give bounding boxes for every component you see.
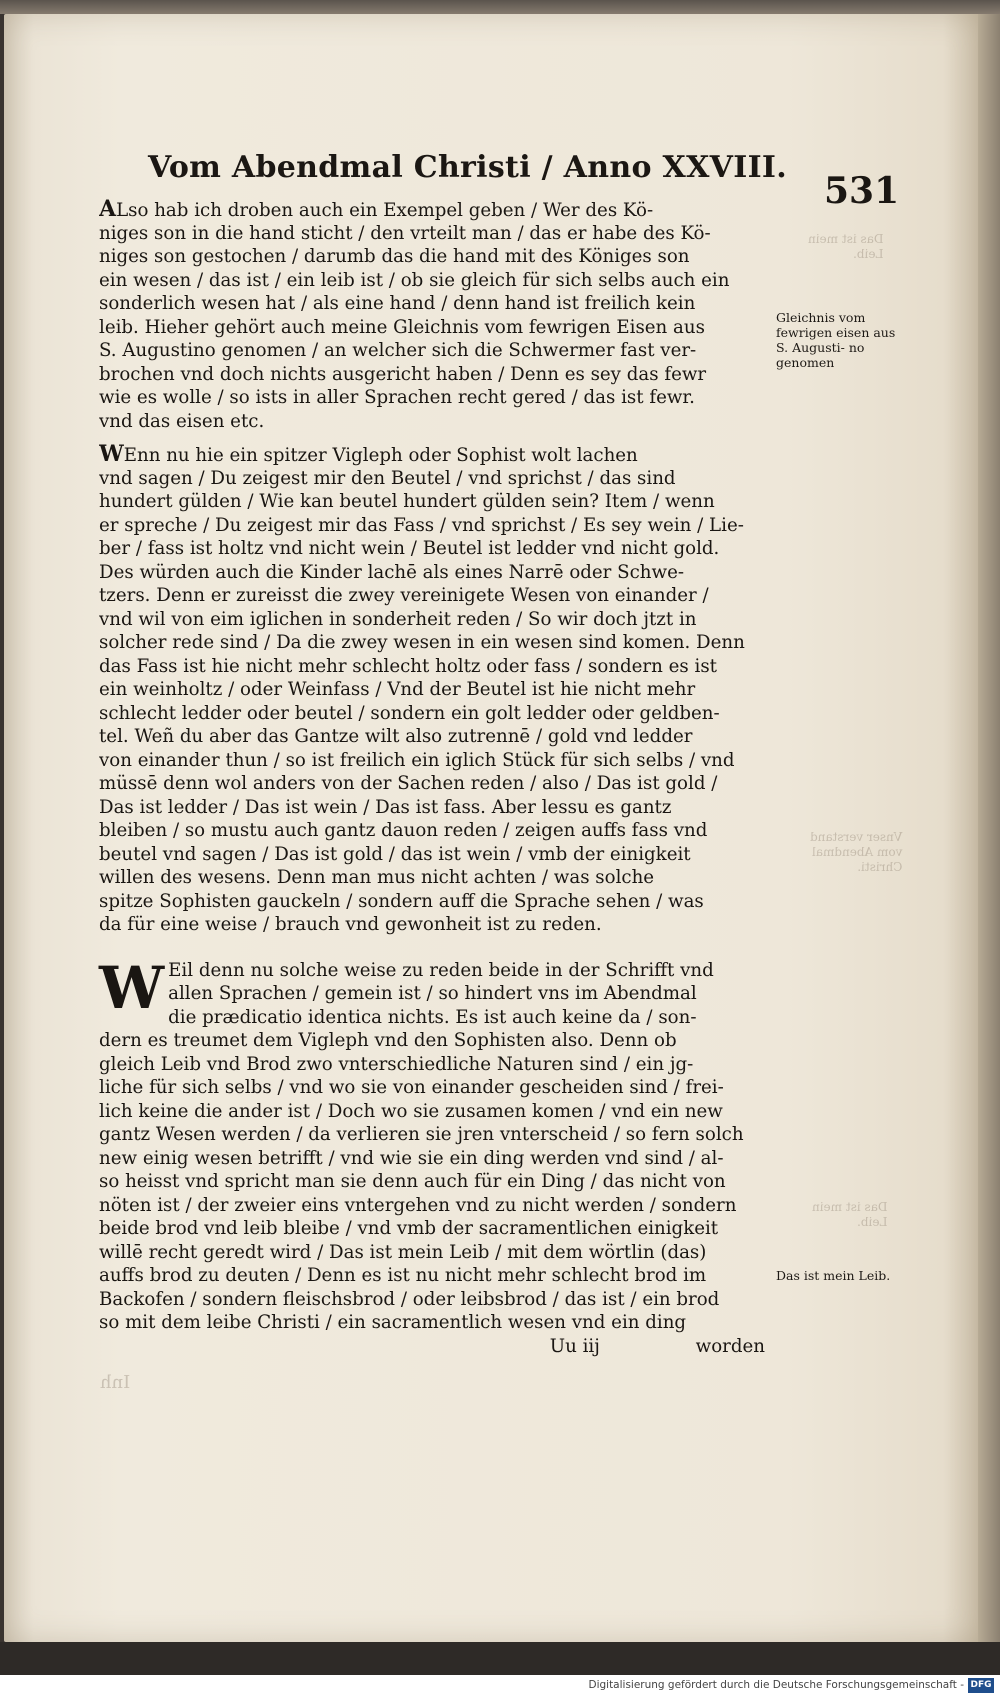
text-line: das Fass ist hie nicht mehr schlecht holtz oder fass / sondern es ist [99,655,717,677]
paragraph-1 [99,198,769,433]
text-line: vnd sagen / Du zeigest mir den Beutel / vnd sprichst / das sind [99,467,676,489]
text-line: die prædicatio identica nichts. Es ist auch keine da / son- [168,1006,697,1028]
text-line: niges son gestochen / darumb das die hand mit des Königes son [99,246,690,267]
text-line: Das ist ledder / Das ist wein / Das ist fass. Aber lessu es gantz [99,796,672,818]
text-line: tzers. Denn er zureisst die zwey vereinigete Wesen von einander / [99,585,709,606]
text-line: so mit dem leibe Christi / ein sacramentlich wesen vnd ein ding [99,1312,687,1333]
text-line: lich keine die ander ist / Doch wo sie zusamen komen / vnd ein new [99,1100,723,1122]
text-line: niges son in die hand sticht / den vrteilt man / das er habe des Kö- [99,222,711,244]
initial-letter: A [99,198,117,222]
decorated-initial: W [99,953,165,1022]
text-line: bleiben / so mustu auch gantz dauon reden / zeigen auffs fass vnd [99,820,708,841]
scan-top-strip [0,0,1000,14]
text-line: allen Sprachen / gemein ist / so hindert vns im Abendmal [168,983,697,1004]
text-line: new einig wesen betrifft / vnd wie sie ein ding werden vnd sind / al- [99,1147,724,1169]
body-text [99,198,769,1358]
margin-note-leib: Das ist mein Leib. [776,1268,891,1283]
text-line: müssē denn wol anders von der Sachen reden / also / Das ist gold / [99,773,718,794]
dfg-logo: DFG [968,1678,994,1693]
text-line: willen des wesens. Denn man mus nicht achten / was solche [99,867,655,888]
footer-credit: Digitalisierung gefördert durch die Deutsche Forschungsgemeinschaft - [588,1679,964,1691]
text-line: ALso hab ich droben auch ein Exempel geben / Wer des Kö- [99,198,654,222]
margin-note-gleichnis: Gleichnis vom fewrigen eisen aus S. Augusti- no genomen [776,310,896,370]
text-line: da für eine weise / brauch vnd gewonheit ist zu reden. [99,914,602,935]
text-line: ein wesen / das ist / ein leib ist / ob sie gleich für sich selbs auch ein [99,269,730,291]
text-line: Backofen / sondern fleischsbrod / oder leibsbrod / das ist / ein brod [99,1288,720,1310]
digitization-footer [0,1675,1000,1697]
text-line: wie es wolle / so ists in aller Sprachen recht gered / das ist fewr. [99,387,695,408]
show-through-note: Vnser verstand vom Abendmal Christi. [810,830,903,874]
text-line: von einander thun / so ist freilich ein iglich Stück für sich selbs / vnd [99,749,735,771]
running-title: Vom Abendmal Christi / Anno XXVIII. [148,150,787,185]
text-line: Des würden auch die Kinder lachē als eines Narrē oder Schwe- [99,561,684,583]
text-line: hundert gülden / Wie kan beutel hundert gülden sein? Item / wenn [99,491,715,512]
text-line: tel. Weñ du aber das Gantze wilt also zutrennē / gold vnd ledder [99,726,693,747]
page-edge-shadow [978,14,1000,1642]
text-line: so heisst vnd spricht man sie denn auch für ein Ding / das nicht von [99,1171,726,1192]
paragraph-3 [99,953,769,1335]
text-line: leib. Hieher gehört auch meine Gleichnis vom fewrigen Eisen aus [99,316,705,338]
text-line: er spreche / Du zeigest mir das Fass / vnd sprichst / Es sey wein / Lie- [99,514,744,536]
text-line: liche für sich selbs / vnd wo sie von einander gescheiden sind / frei- [99,1077,724,1098]
text-line: brochen vnd doch nichts ausgericht haben / Denn es sey das fewr [99,363,707,385]
text-line: beutel vnd sagen / Das ist gold / das ist wein / vmb der einigkeit [99,843,691,865]
text-line: spitze Sophisten gauckeln / sondern auff die Sprache sehen / was [99,890,704,912]
text-line: S. Augustino genomen / an welcher sich die Schwermer fast ver- [99,340,697,361]
text-line: dern es treumet dem Vigleph vnd den Sophisten also. Denn ob [99,1030,677,1051]
text-line: solcher rede sind / Da die zwey wesen in ein wesen sind komen. Denn [99,632,745,653]
text-line: ber / fass ist holtz vnd nicht wein / Beutel ist ledder vnd nicht gold. [99,538,720,559]
show-through-line: Inh [100,1372,131,1393]
scan-bottom-board [0,1642,1000,1675]
text-line: WEnn nu hie ein spitzer Vigleph oder Sophist wolt lachen [99,443,638,467]
folio-number: 531 [824,170,900,212]
text-line: gantz Wesen werden / da verlieren sie jren vnterscheid / so fern solch [99,1124,744,1145]
text-line: ein weinholtz / oder Weinfass / Vnd der Beutel ist hie nicht mehr [99,679,696,700]
text-line: Eil denn nu solche weise zu reden beide in der Schrifft vnd [168,959,714,981]
show-through-note: Das ist mein Leib. [812,1200,888,1229]
show-through-note: Das ist mein Leib. [808,232,884,261]
paragraph-2 [99,443,769,937]
text-line: auffs brod zu deuten / Denn es ist nu nicht mehr schlecht brod im [99,1265,707,1286]
initial-letter: W [99,443,124,467]
text-line: sonderlich wesen hat / als eine hand / denn hand ist freilich kein [99,293,696,314]
catchword-line [99,1335,769,1359]
text-line: nöten ist / der zweier eins vntergehen vnd zu nicht werden / sondern [99,1194,737,1216]
text-line: gleich Leib vnd Brod zwo vnterschiedliche Naturen sind / ein jg- [99,1053,694,1075]
text-line: schlecht ledder oder beutel / sondern ein golt ledder oder geldben- [99,702,720,724]
text-line: vnd das eisen etc. [99,410,265,432]
text-line: beide brod vnd leib bleibe / vnd vmb der sacramentlichen einigkeit [99,1218,719,1239]
text-line: vnd wil von eim iglichen in sonderheit reden / So wir doch jtzt in [99,608,697,630]
signature-mark: Uu iij [549,1335,600,1357]
catchword: worden [695,1335,765,1357]
text-line: willē recht geredt wird / Das ist mein Leib / mit dem wörtlin (das) [99,1241,707,1263]
